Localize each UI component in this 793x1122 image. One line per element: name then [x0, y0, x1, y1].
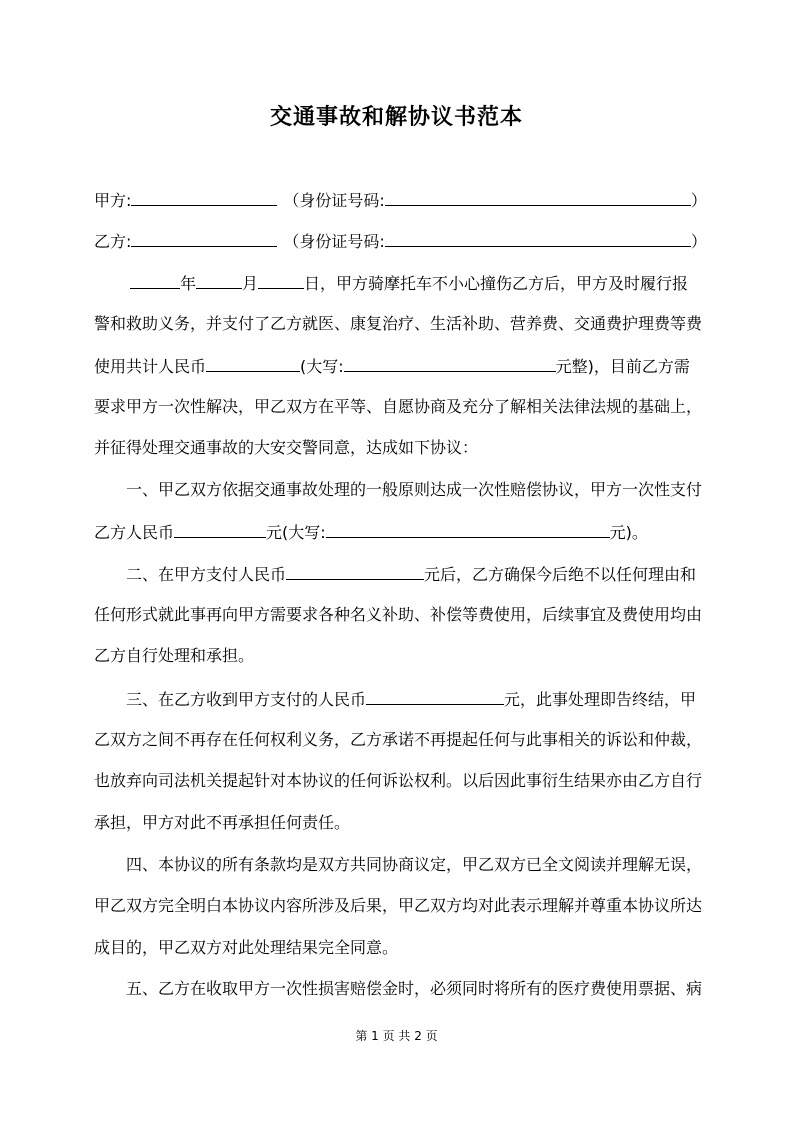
- intro-line-4: 要求甲方一次性解决，甲乙双方在平等、自愿协商及充分了解相关法律法规的基础上，: [94, 397, 703, 416]
- intro-amount-label: 使用共计人民币: [94, 357, 207, 376]
- clause-3-amount-blank: [366, 687, 504, 705]
- month-label: 月: [242, 274, 259, 293]
- clause-1-line-2: [94, 520, 648, 544]
- party-b-name-blank: [131, 229, 277, 247]
- clause-1-capital-label: 元(大写:: [266, 523, 326, 542]
- clause-1-line-1: 一、甲乙双方依据交通事故处理的一般原则达成一次性赔偿协议，甲方一次性支付: [126, 480, 703, 499]
- intro-capital-blank: [344, 354, 556, 372]
- intro-day-text: 日，甲方骑摩托车不小心撞伤乙方后，甲方及时履行报: [304, 274, 689, 293]
- intro-line-1: [130, 271, 688, 295]
- party-a-id-label: （身份证号码:: [283, 191, 385, 210]
- intro-line-2: 警和救助义务，并支付了乙方就医、康复治疗、生活补助、营养费、交通费护理费等费: [94, 314, 703, 333]
- clause-3-line-1: [126, 687, 696, 711]
- clause-1-capital-blank: [326, 520, 610, 538]
- party-a-name-blank: [131, 188, 277, 206]
- clause-4-line-1: 四、本协议的所有条款均是双方共同协商议定，甲乙双方已全文阅读并理解无误，: [126, 855, 703, 874]
- day-blank: [258, 271, 304, 289]
- clause-3-amount-label: 三、在乙方收到甲方支付的人民币: [126, 690, 367, 709]
- page-footer: 第 1 页 共 2 页: [355, 1029, 438, 1043]
- intro-line-5: 并征得处理交通事故的大安交警同意，达成如下协议：: [94, 438, 479, 457]
- party-b-label: 乙方:: [94, 232, 132, 251]
- year-label: 年: [180, 274, 197, 293]
- party-b-line: [94, 229, 707, 253]
- intro-amount-suffix: 元整)，目前乙方需: [555, 357, 690, 376]
- party-b-id-blank: [385, 229, 691, 247]
- clause-1-suffix: 元)。: [609, 523, 648, 542]
- clause-3-line-4: 承担，甲方对此不再承担任何责任。: [94, 813, 351, 832]
- clause-2-line-3: 乙方自行处理和承担。: [94, 646, 255, 665]
- document-title: 交通事故和解协议书范本: [269, 105, 523, 130]
- clause-3-line-3: 也放弃向司法机关提起针对本协议的任何诉讼权利。以后因此事衍生结果亦由乙方自行: [94, 771, 703, 790]
- intro-line-3: [94, 354, 690, 378]
- clause-4-line-2: 甲乙双方完全明白本协议内容所涉及后果，甲乙双方均对此表示理解并尊重本协议所达: [94, 896, 703, 915]
- clause-4-line-3: 成目的，甲乙双方对此处理结果完全同意。: [94, 938, 399, 957]
- clause-2-line-1-rest: 元后，乙方确保今后绝不以任何理由和: [424, 565, 697, 584]
- clause-2-line-2: 任何形式就此事再向甲方需要求各种名义补助、补偿等费使用，后续事宜及费使用均由: [94, 605, 703, 624]
- intro-amount-blank: [206, 354, 300, 372]
- month-blank: [196, 271, 242, 289]
- year-blank: [130, 271, 180, 289]
- clause-3-line-2: 乙双方之间不再存在任何权利义务，乙方承诺不再提起任何与此事相关的诉讼和仲裁，: [94, 730, 703, 749]
- party-a-close: ）: [690, 191, 707, 210]
- clause-3-line-1-rest: 元，此事处理即告终结，甲: [504, 690, 697, 709]
- clause-1-amount-blank: [174, 520, 266, 538]
- clause-1-amount-label: 乙方人民币: [94, 523, 175, 542]
- clause-5-line-1: 五、乙方在收取甲方一次性损害赔偿金时，必须同时将所有的医疗费使用票据、病: [126, 979, 703, 998]
- intro-capital-label: (大写:: [300, 357, 344, 376]
- party-b-id-label: （身份证号码:: [283, 232, 385, 251]
- party-a-label: 甲方:: [94, 191, 132, 210]
- party-b-close: ）: [690, 232, 707, 251]
- clause-2-amount-label: 二、在甲方支付人民币: [126, 565, 287, 584]
- clause-2-amount-blank: [286, 562, 424, 580]
- clause-2-line-1: [126, 562, 696, 586]
- party-a-line: [94, 188, 707, 212]
- party-a-id-blank: [385, 188, 691, 206]
